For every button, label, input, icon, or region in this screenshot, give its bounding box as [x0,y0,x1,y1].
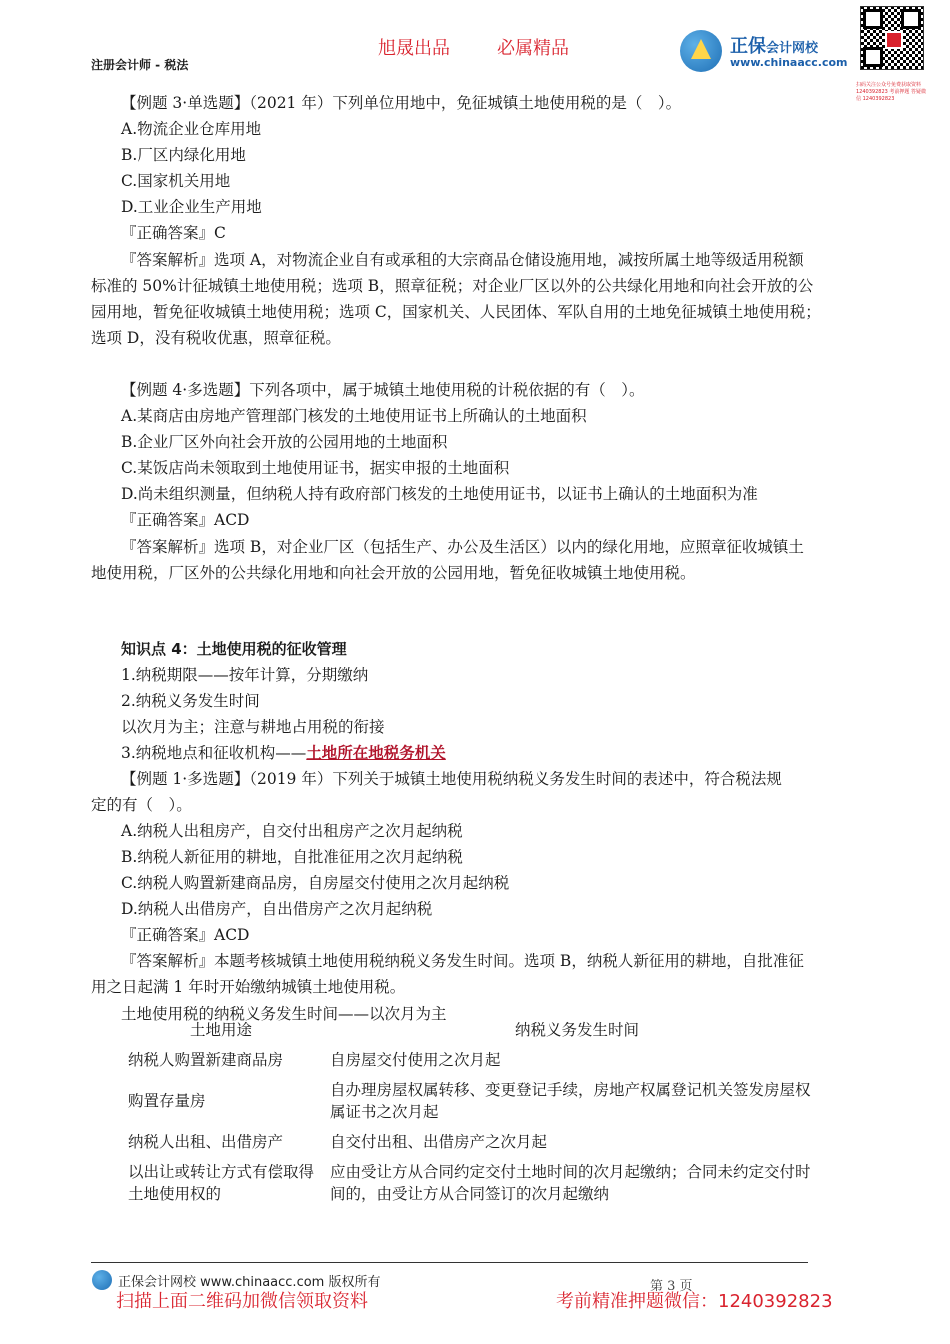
table-cell: 自房屋交付使用之次月起 [330,1051,501,1069]
table-cell: 自办理房屋权属转移、变更登记手续，房地产权属登记机关签发房屋权属证书之次月起 [330,1081,811,1121]
example-3-analysis-4: 选项 D，没有税收优惠，照章征税。 [91,329,341,347]
header-slogan-right: 必属精品 [497,38,569,59]
brand-logo[interactable] [680,30,855,74]
logo-emblem-icon [680,30,722,72]
example-1-option-b: B.纳税人新征用的耕地，自批准征用之次月起纳税 [121,848,463,866]
example-1-analysis-1: 『答案解析』本题考核城镇土地使用税纳税义务发生时间。选项 B，纳税人新征用的耕地，自批准征 [121,952,804,970]
table-row [120,1075,832,1127]
kp-item-3-highlight[interactable]: 土地所在地税务机关 [306,743,446,762]
kp-item-2: 2.纳税义务发生时间 [121,692,260,710]
example-3-question: 【例题 3·单选题】（2021 年）下列单位用地中，免征城镇土地使用税的是（ ）。 [121,94,682,112]
example-1-question-2: 定的有（ ）。 [91,796,192,814]
example-1-answer: 『正确答案』ACD [121,926,250,944]
example-4-option-d: D.尚未组织测量，但纳税人持有政府部门核发的土地使用证书，以证书上确认的土地面积为准 [121,485,758,503]
table-cell: 纳税人购置新建商品房 [128,1051,284,1069]
example-1-option-d: D.纳税人出借房产，自出借房产之次月起纳税 [121,900,433,918]
tax-obligation-table [120,1015,832,1209]
example-3-analysis-1: 『答案解析』选项 A，对物流企业自有或承租的大宗商品仓储设施用地，减按所属土地等级适用税额 [121,251,804,269]
example-3-analysis-2: 标准的 50%计征城镇土地使用税；选项 B，照章征税；对企业厂区以外的公共绿化用地和向社会开放的公 [91,277,814,295]
example-3-answer: 『正确答案』C [121,224,226,242]
qr-note: 扫码关注公众号免费获取资料 1240392823 考前押题 答疑微信 1240392823 [856,82,926,102]
table-cell: 自交付出租、出借房产之次月起 [330,1133,548,1151]
example-4-answer: 『正确答案』ACD [121,511,250,529]
example-1-analysis-2: 用之日起满 1 年时开始缴纳城镇土地使用税。 [91,978,406,996]
kp-item-1: 1.纳税期限——按年计算，分期缴纳 [121,666,369,684]
example-3-option-c: C.国家机关用地 [121,172,231,190]
footer-divider [91,1262,808,1263]
example-4-analysis-1: 『答案解析』选项 B，对企业厂区（包括生产、办公及生活区）以内的绿化用地，应照章征收城镇土 [121,538,804,556]
header-slogan-left: 旭晟出品 [378,38,450,59]
knowledge-point-heading: 知识点 4：土地使用税的征收管理 [121,640,347,658]
example-1-option-c: C.纳税人购置新建商品房，自房屋交付使用之次月起纳税 [121,874,510,892]
example-4-analysis-2: 地使用税，厂区外的公共绿化用地和向社会开放的公园用地，暂免征收城镇土地使用税。 [91,564,696,582]
table-row [120,1045,832,1075]
footer-promo-left: 扫描上面二维码加微信领取资料 [116,1291,368,1312]
footer-logo-icon [92,1270,112,1290]
table-header-cell: 纳税义务发生时间 [514,1021,639,1039]
table-row [120,1157,832,1209]
example-1-question-1: 【例题 1·多选题】（2019 年）下列关于城镇土地使用税纳税义务发生时间的表述中，符合税法规 [121,770,782,788]
table-cell: 纳税人出租、出借房产 [128,1133,284,1151]
header-subject: 注册会计师 - 税法 [91,58,189,72]
example-1-option-a: A.纳税人出租房产，自交付出租房产之次月起纳税 [121,822,463,840]
example-4-question: 【例题 4·多选题】下列各项中，属于城镇土地使用税的计税依据的有（ ）。 [121,381,645,399]
example-3-option-b: B.厂区内绿化用地 [121,146,246,164]
example-4-option-b: B.企业厂区外向社会开放的公园用地的土地面积 [121,433,448,451]
example-3-option-d: D.工业企业生产用地 [121,198,262,216]
table-cell: 应由受让方从合同约定交付土地时间的次月起缴纳；合同未约定交付时间的，由受让方从合同签订的次月起缴纳 [330,1163,811,1203]
table-header-row [120,1015,832,1045]
logo-name: 正保会计网校 [730,36,819,57]
table-header-cell: 土地用途 [189,1021,252,1039]
example-3-analysis-3: 园用地，暂免征收城镇土地使用税；选项 C，国家机关、人民团体、军队自用的土地免征城镇土地使用税； [91,303,821,321]
footer-promo-right: 考前精准押题微信：1240392823 [556,1291,833,1312]
example-3-option-a: A.物流企业仓库用地 [121,120,262,138]
table-cell: 购置存量房 [128,1092,206,1110]
kp-item-3: 3.纳税地点和征收机构——土地所在地税务机关 [121,743,446,762]
table-cell: 以出让或转让方式有偿取得土地使用权的 [128,1163,315,1203]
footer-copyright: 正保会计网校 www.chinaacc.com 版权所有 [118,1275,381,1290]
logo-url: www.chinaacc.com [730,56,848,69]
table-caption: 土地使用税的纳税义务发生时间——以次月为主 [121,1005,447,1023]
qr-code-icon[interactable] [860,6,924,70]
page-number: 第 3 页 [650,1279,693,1294]
kp-item-2-note: 以次月为主；注意与耕地占用税的衔接 [121,718,385,736]
example-4-option-c: C.某饭店尚未领取到土地使用证书，据实申报的土地面积 [121,459,510,477]
table-row [120,1127,832,1157]
example-4-option-a: A.某商店由房地产管理部门核发的土地使用证书上所确认的土地面积 [121,407,587,425]
